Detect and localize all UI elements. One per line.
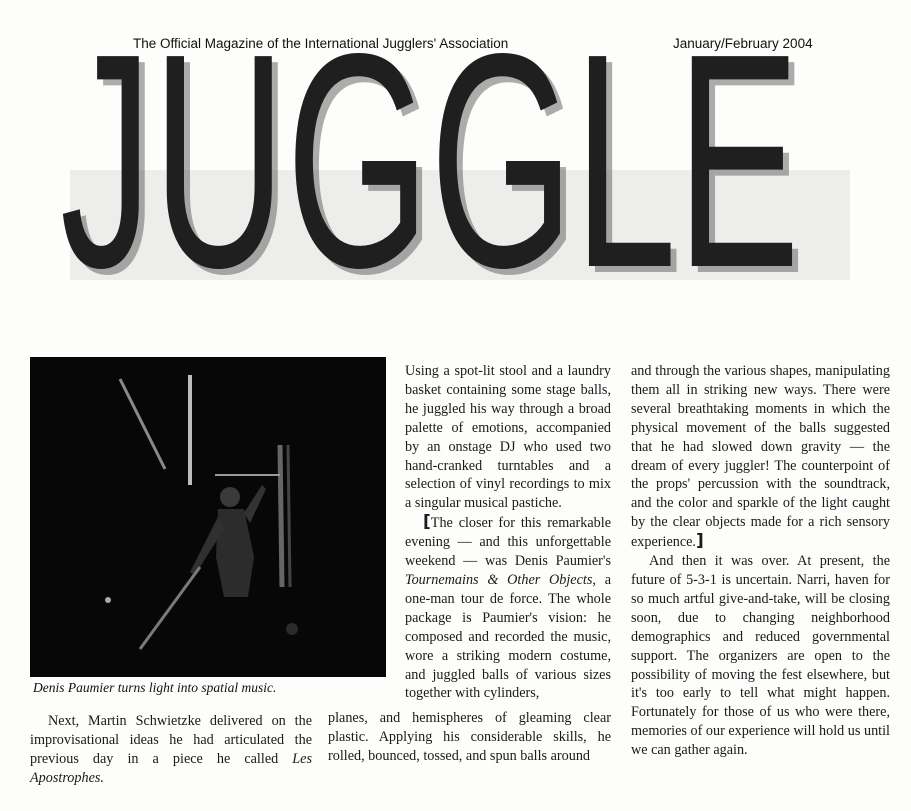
masthead-shadow: JUGGLE xyxy=(66,20,806,288)
article-column-2-continued xyxy=(328,709,611,766)
article-column-2 xyxy=(405,362,611,703)
masthead-logo xyxy=(60,20,860,288)
paragraph: and through the various shapes, manipulating them all in striking new ways. There were several breathtaking moments in which the physical movement of the balls suggested that he had slowed down gravity — the dream of every juggler! The counterpoint of the props' percussion with the soundtrack, and the color and sparkle of the light caught by the clear objects made for a rich sensory experience.] xyxy=(631,363,890,552)
paragraph: planes, and hemispheres of gleaming clear plastic. Applying his considerable skills, he rolled, bounced, tossed, and spun balls around xyxy=(328,710,611,764)
paragraph: Using a spot-lit stool and a laundry basket containing some stage balls, he juggled his way through a broad palette of emotions, accompanied by an onstage DJ who used two hand-cranked turntables and a selection of vinyl recordings to mix a singular musical pastiche. xyxy=(405,363,611,512)
article-column-1 xyxy=(30,712,312,788)
photo-caption: Denis Paumier turns light into spatial music. xyxy=(33,680,277,695)
paragraph: And then it was over. At present, the future of 5-3-1 is uncertain. Narri, haven for so much artful give-and-take, will be closing soon, due to changing neighborhood demographics and reduced governmental support. The organizers are open to the possibility of moving the fest elsewhere, but it's too early to tell what might happen. Fortunately for those of us who were there, memories of our experience will hold us until we can gather again. xyxy=(631,553,890,759)
masthead-title: JUGGLE xyxy=(60,20,800,288)
article-column-3 xyxy=(631,362,890,760)
paragraph: [The closer for this remarkable evening — and this unforgettable weekend — was Denis Paumier's Tournemains & Other Objects, a one-man tour de force. The whole package is Paumier's vision: he composed and recorded the music, wore a striking modern costume, and juggled balls of various sizes together with cylinders, xyxy=(405,512,611,702)
issue-date: January/February 2004 xyxy=(673,36,813,51)
masthead xyxy=(60,20,860,288)
magazine-tagline: The Official Magazine of the International Jugglers' Association xyxy=(133,36,509,51)
paragraph: Next, Martin Schwietzke delivered on the improvisational ideas he had articulated the previous day in a piece he called Les Apostrophes. xyxy=(30,713,312,786)
performance-photo xyxy=(30,357,386,677)
